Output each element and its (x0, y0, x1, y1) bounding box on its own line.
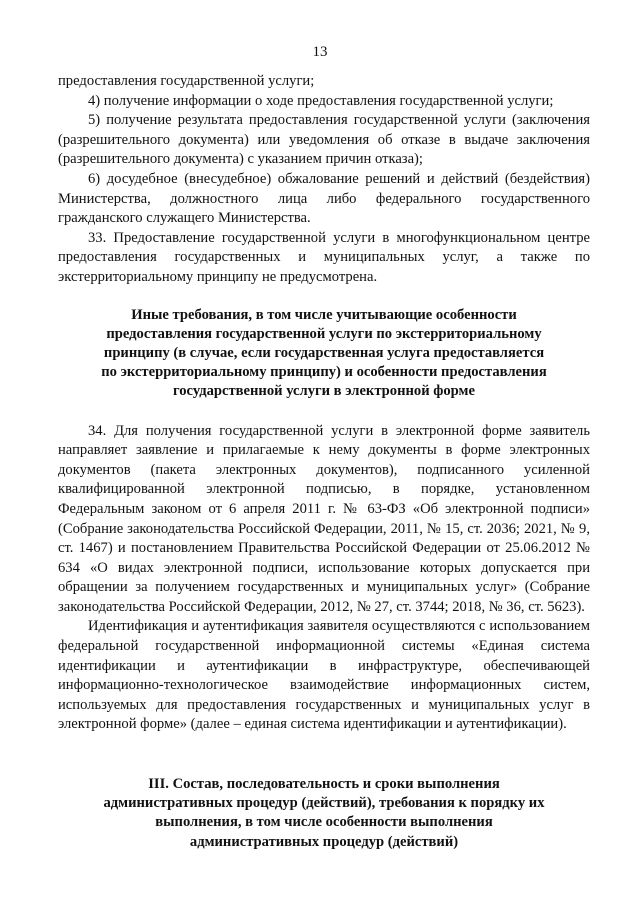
paragraph-item-4: 4) получение информации о ходе предоставления государственной услуги; (88, 92, 554, 109)
paragraph-33: 33. Предоставление государственной услуги в многофункциональном центре предоставления государственных и муниципальных услуг, а также по экстерриториальному принципу не предусмотрена. (58, 229, 590, 285)
paragraph-item-6: 6) досудебное (внесудебное) обжалование решений и действий (бездействия) Министерства, должностного лица либо федерального государственного гражданского служащего Министерства. (58, 170, 590, 227)
paragraph-continuation: предоставления государственной услуги; (58, 73, 315, 89)
paragraph-item-5: 5) получение результата предоставления государственной услуги (заключения (разрешительного документа) или уведомления об отказе в выдаче заключения (разрешительного документа) с указанием причин отказа); (58, 112, 590, 168)
paragraph-identification: Идентификация и аутентификация заявителя осуществляются с использованием федеральной государственной информационной системы «Единая система идентификации и аутентификации в инфраструктуре, обеспечивающей информационно-технологическое взаимодействие информационных систем, используемых для предоставления государственных и муниципальных услуг в электронной форме» (далее – единая система идентификации и аутентификации). (58, 618, 590, 733)
page-number: 13 (312, 44, 328, 60)
document-body (58, 72, 590, 852)
paragraph-34: 34. Для получения государственной услуги в электронной форме заявитель направляет заявление и прилагаемые к нему документы в форме электронных документов (пакета электронных документов), подписанного усиленной квалифицированной электронной подписью, в порядке, установленном Федеральным законом от 6 апреля 2011 г. № 63-ФЗ «Об электронной подписи» (Собрание законодательства Российской Федерации, 2011, № 15, ст. 2036; 2021, № 9, ст. 1467) и постановлением Правительства Российской Федерации от 25.06.2012 № 634 «О видах электронной подписи, использование которых допускается при обращении за получением государственных и муниципальных услуг» (Собрание законодательства Российской Федерации, 2012, № 27, ст. 3744; 2018, № 36, ст. 5623). (58, 422, 590, 615)
section-heading-iii: III. Состав, последовательность и сроки выполнения административных процедур (действий), требования к порядку их выполнения, в том числе особенности выполнения административных процедур (действий) (103, 776, 545, 850)
section-heading-electronic-form: Иные требования, в том числе учитывающие особенности предоставления государственной услуги по экстерриториальному принципу (в случае, если государственная услуга предоставляется по экстерриториальному принципу) и особенности предоставления государственной услуги в электронной форме (101, 306, 547, 400)
